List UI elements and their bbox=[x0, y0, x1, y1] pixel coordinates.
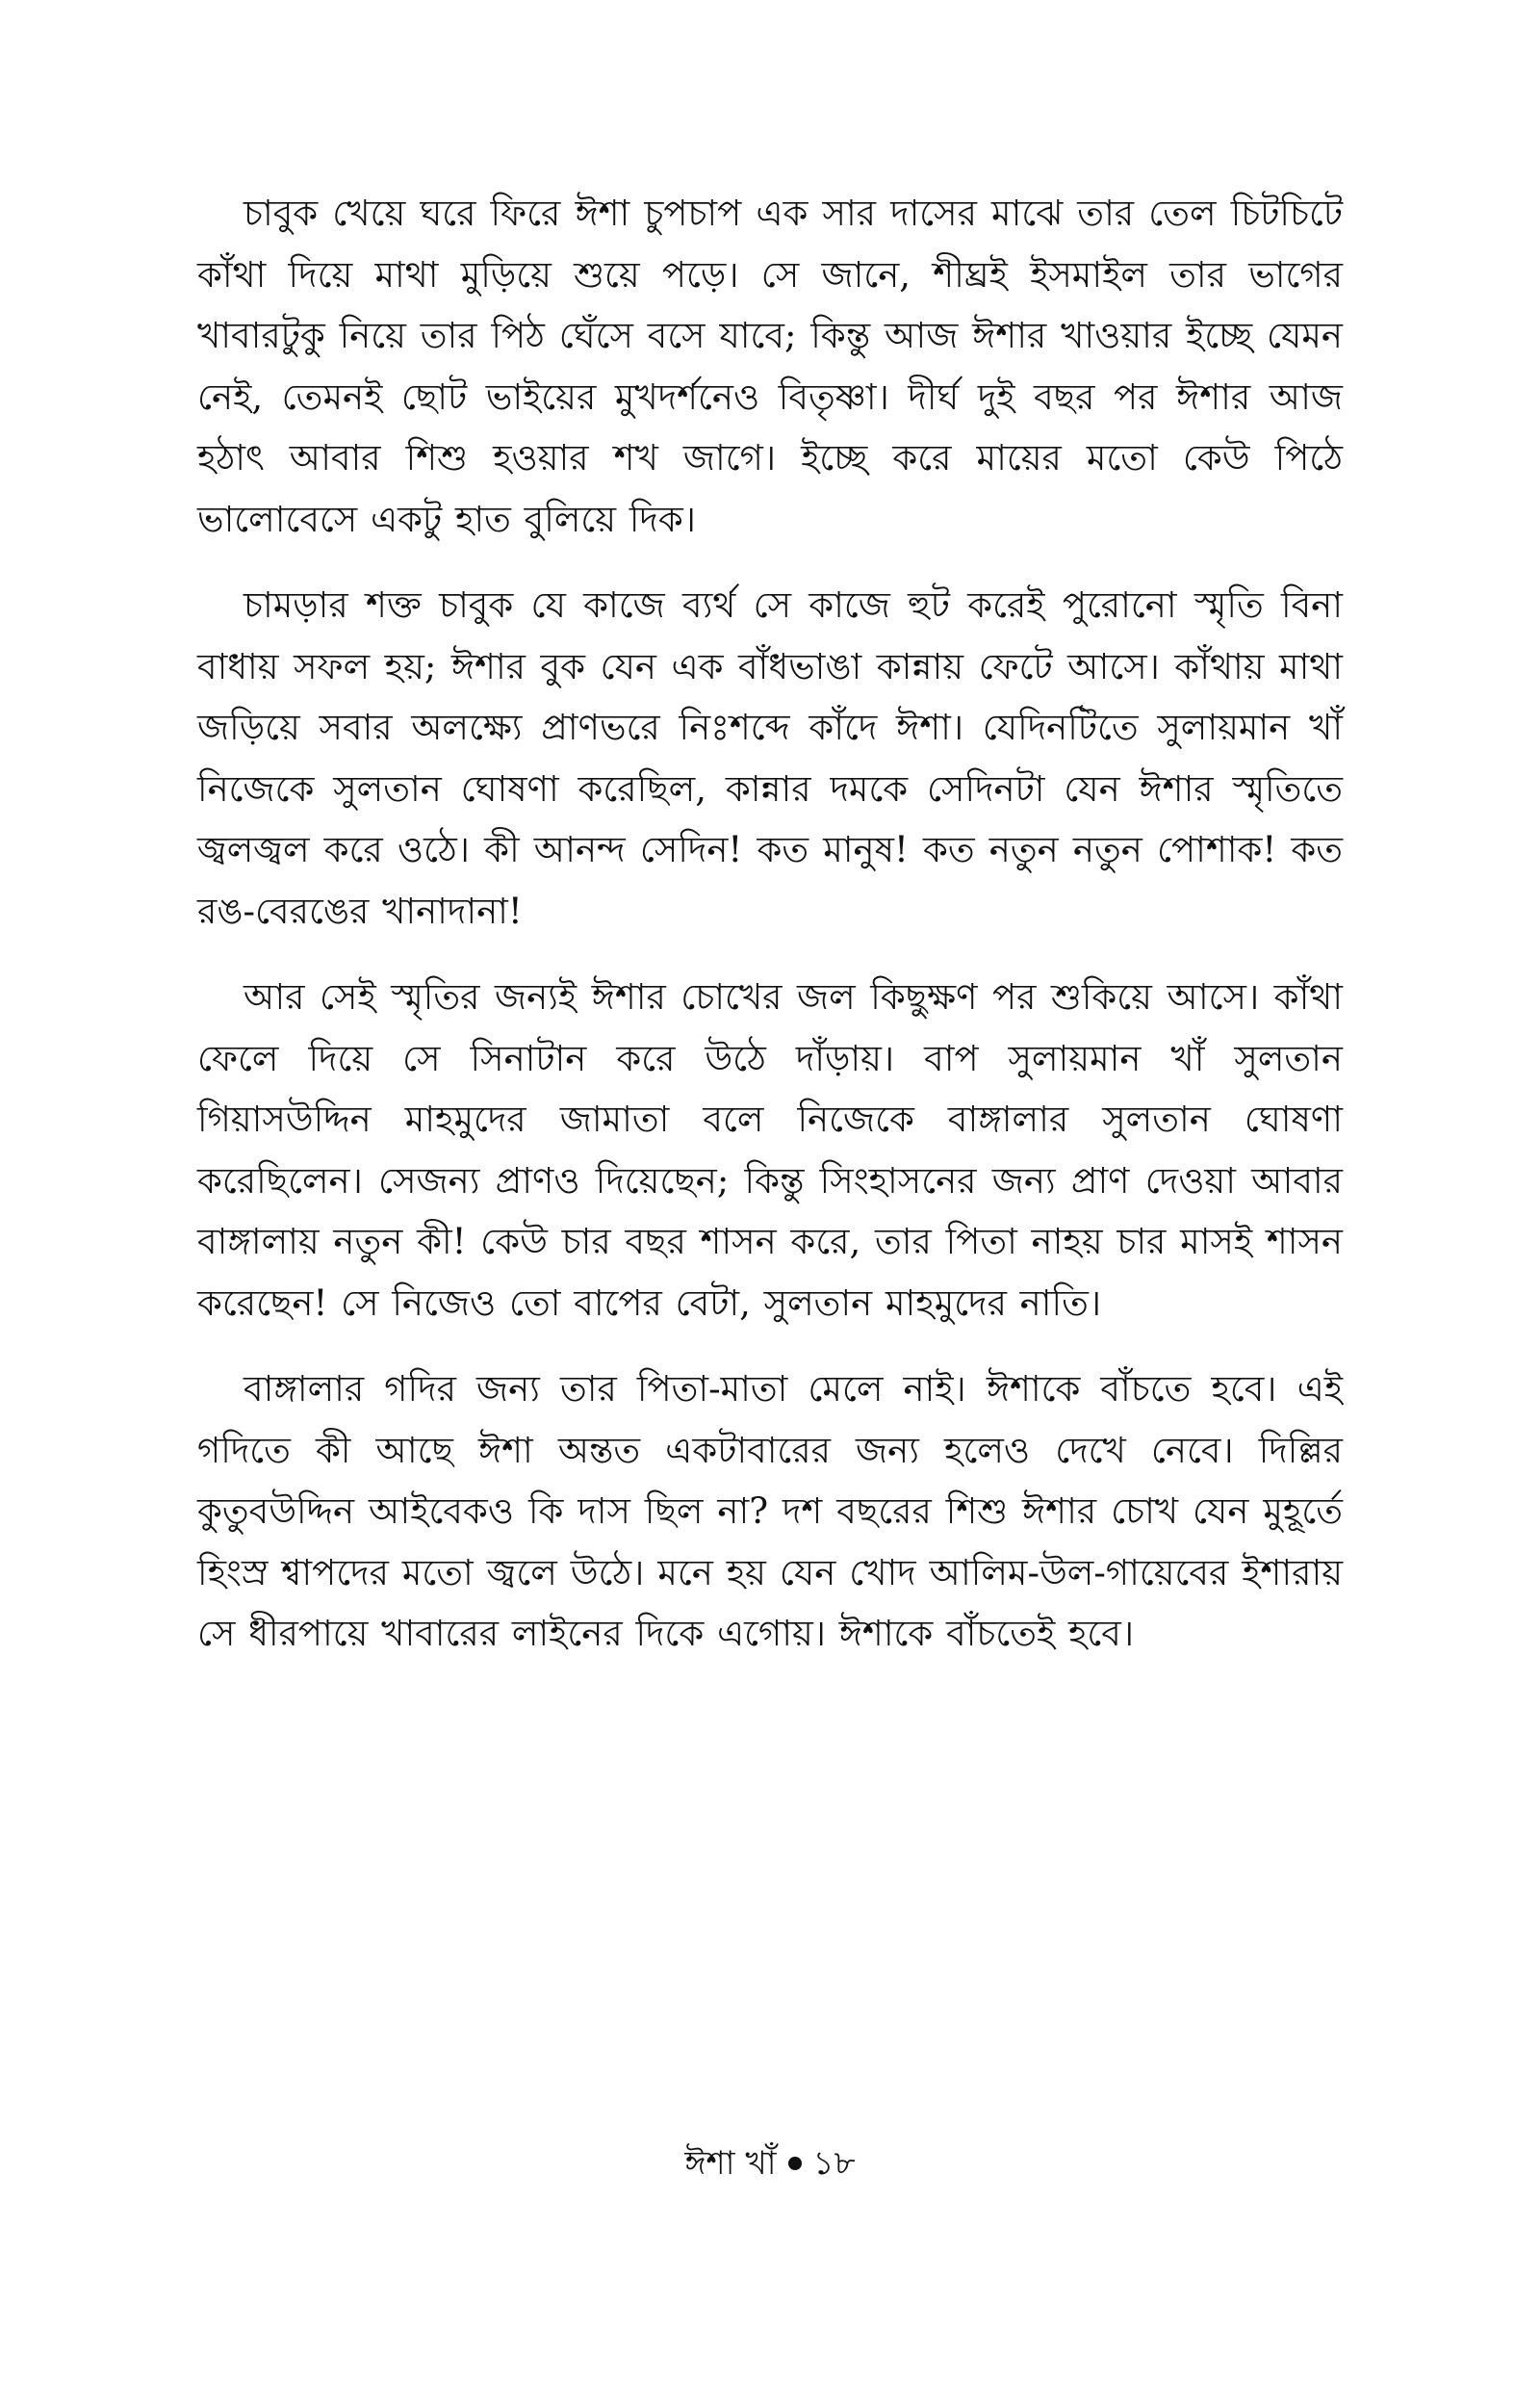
page-footer bbox=[0, 2142, 1540, 2185]
page-body bbox=[197, 183, 1343, 1690]
footer-book-title: ঈশা খাঁ bbox=[684, 2144, 777, 2183]
paragraph-4: বাঙ্গালার গদির জন্য তার পিতা-মাতা মেলে নাই। ঈশাকে বাঁচতে হবে। এই গদিতে কী আছে ঈশা অন্তত একটাবারের জন্য হলেও দেখে নেবে। দিল্লির কুতুবউদ্দিন আইবেকও কি দাস ছিল না? দশ বছরের শিশু ঈশার চোখ যেন মুহূর্তে হিংস্র শ্বাপদের মতো জ্বলে উঠে। মনে হয় যেন খোদ আলিম-উল-গায়েবের ইশারায় সে ধীরপায়ে খাবারের লাইনের দিকে এগোয়। ঈশাকে বাঁচতেই হবে। bbox=[197, 1368, 1343, 1654]
bullet-separator-icon bbox=[788, 2157, 802, 2170]
footer-page-number: ১৮ bbox=[812, 2144, 856, 2183]
paragraph-2: চামড়ার শক্ত চাবুক যে কাজে ব্যর্থ সে কাজে হুট করেই পুরোনো স্মৃতি বিনা বাধায় সফল হয়; ঈশার বুক যেন এক বাঁধভাঙা কান্নায় ফেটে আসে। কাঁথায় মাথা জড়িয়ে সবার অলক্ষ্যে প্রাণভরে নিঃশব্দে কাঁদে ঈশা। যেদিনটিতে সুলায়মান খাঁ নিজেকে সুলতান ঘোষণা করেছিল, কান্নার দমকে সেদিনটা যেন ঈশার স্মৃতিতে জ্বলজ্বল করে ওঠে। কী আনন্দ সেদিন! কত মানুষ! কত নতুন নতুন পোশাক! কত রঙ-বেরঙের খানাদানা! bbox=[197, 584, 1343, 932]
paragraph-1: চাবুক খেয়ে ঘরে ফিরে ঈশা চুপচাপ এক সার দাসের মাঝে তার তেল চিটচিটে কাঁথা দিয়ে মাথা মুড়িয়ে শুয়ে পড়ে। সে জানে, শীঘ্রই ইসমাইল তার ভাগের খাবারটুকু নিয়ে তার পিঠ ঘেঁসে বসে যাবে; কিন্তু আজ ঈশার খাওয়ার ইচ্ছে যেমন নেই, তেমনই ছোট ভাইয়ের মুখদর্শনেও বিতৃষ্ণা। দীর্ঘ দুই বছর পর ঈশার আজ হঠাৎ আবার শিশু হওয়ার শখ জাগে। ইচ্ছে করে মায়ের মতো কেউ পিঠে ভালোবেসে একটু হাত বুলিয়ে দিক। bbox=[197, 193, 1343, 540]
paragraph-3: আর সেই স্মৃতির জন্যই ঈশার চোখের জল কিছুক্ষণ পর শুকিয়ে আসে। কাঁথা ফেলে দিয়ে সে সিনাটান করে উঠে দাঁড়ায়। বাপ সুলায়মান খাঁ সুলতান গিয়াসউদ্দিন মাহমুদের জামাতা বলে নিজেকে বাঙ্গালার সুলতান ঘোষণা করেছিলেন। সেজন্য প্রাণও দিয়েছেন; কিন্তু সিংহাসনের জন্য প্রাণ দেওয়া আবার বাঙ্গালায় নতুন কী! কেউ চার বছর শাসন করে, তার পিতা নাহয় চার মাসই শাসন করেছেন! সে নিজেও তো বাপের বেটা, সুলতান মাহমুদের নাতি। bbox=[197, 976, 1343, 1324]
